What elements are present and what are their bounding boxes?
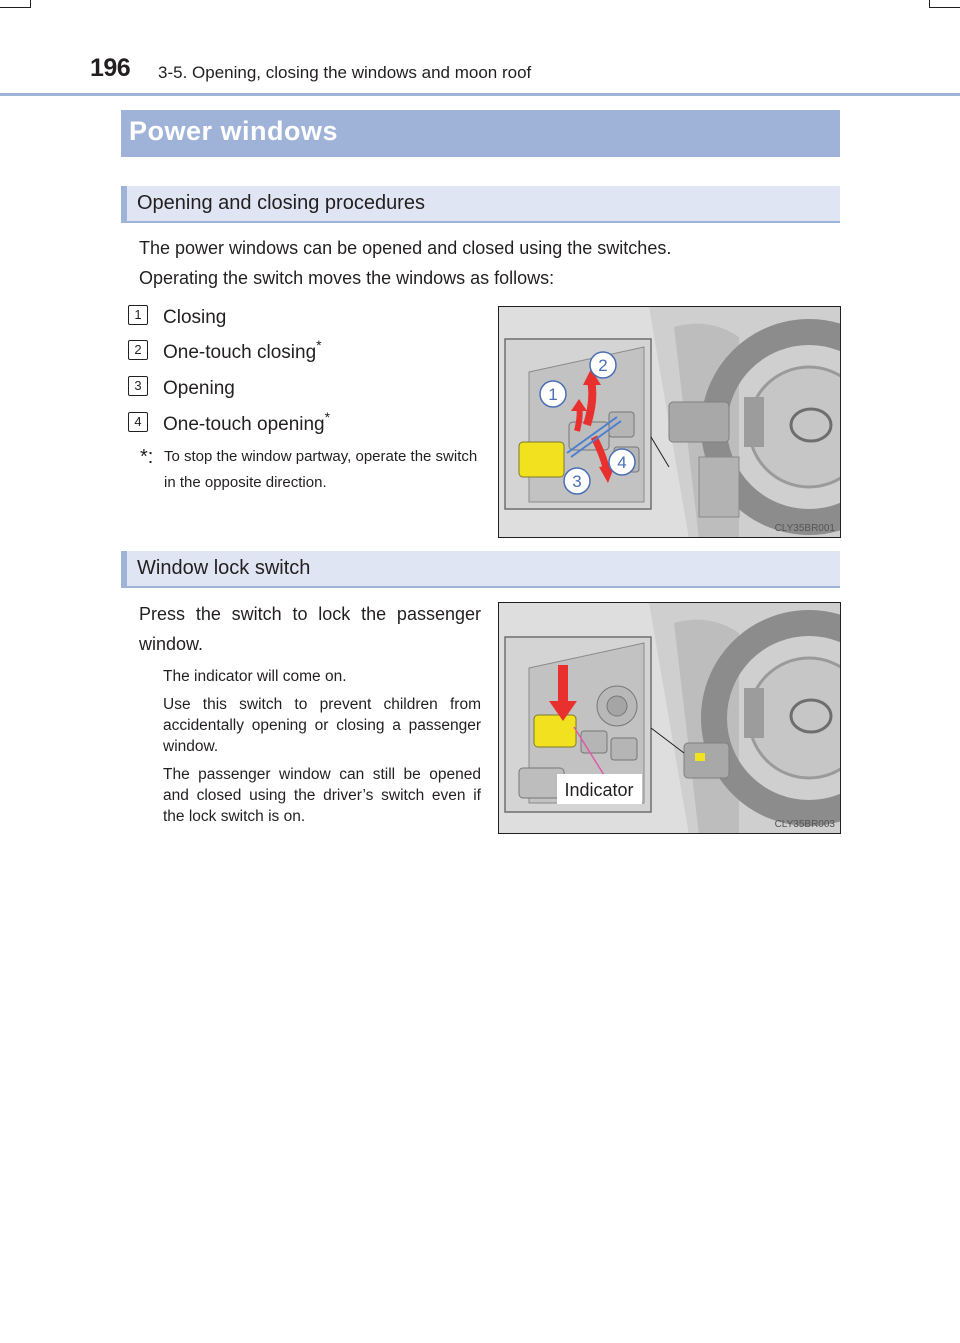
crop-mark-right	[930, 0, 960, 8]
page-title: Power windows	[129, 116, 339, 146]
intro-paragraph-1: The power windows can be opened and closed using the switches.	[139, 238, 672, 258]
crop-mark-right-vertical	[929, 0, 930, 8]
window-lock-illustration	[499, 603, 841, 834]
figure-code: CLY35BR003	[774, 819, 835, 830]
crop-mark-left-vertical	[30, 0, 31, 8]
figure-window-switch	[498, 306, 841, 538]
callout-1	[540, 381, 566, 407]
svg-text:3: 3	[572, 472, 582, 491]
item-label: One-touch opening*	[163, 409, 331, 435]
figure-code: CLY35BR001	[774, 523, 835, 534]
item-number-badge: 4	[128, 412, 148, 432]
section-heading-window-lock	[121, 551, 840, 588]
item-label: Opening	[163, 378, 235, 399]
footnote-text: To stop the window partway, operate the switch in the opposite direction.	[164, 448, 478, 491]
header-rule	[0, 93, 960, 96]
callout-4	[609, 449, 635, 475]
svg-text:4: 4	[617, 453, 627, 472]
item-number-badge: 1	[128, 305, 148, 325]
section-heading-text: Window lock switch	[137, 557, 311, 579]
footnote-mark: *:	[140, 446, 154, 468]
section-heading-opening-closing	[121, 186, 840, 223]
callout-2	[590, 352, 616, 378]
item-number-badge: 3	[128, 376, 148, 396]
section-heading-text: Opening and closing procedures	[137, 192, 425, 214]
svg-text:2: 2	[598, 356, 608, 375]
figure-window-lock-switch	[498, 602, 841, 834]
chapter-title: 3-5. Opening, closing the windows and moon roof	[158, 63, 532, 82]
item-number-badge: 2	[128, 340, 148, 360]
lock-notes	[163, 666, 481, 834]
note-text: Use this switch to prevent children from accidentally opening or closing a passenger window.	[163, 696, 481, 755]
indicator-label: Indicator	[564, 780, 634, 800]
window-switch-illustration	[499, 307, 841, 538]
callout-3	[564, 468, 590, 494]
note-text: The passenger window can still be opened and closed using the driver’s switch even if the lock switch is on.	[163, 766, 481, 825]
page-number: 196	[90, 54, 131, 82]
item-label: One-touch closing*	[163, 337, 322, 363]
page-header	[90, 54, 870, 94]
crop-mark-left	[0, 0, 30, 8]
note-text: The indicator will come on.	[163, 668, 347, 685]
intro-paragraph-2: Operating the switch moves the windows as follows:	[139, 268, 555, 288]
lock-paragraph: Press the switch to lock the passenger window.	[139, 604, 481, 654]
svg-text:1: 1	[548, 385, 558, 404]
item-label: Closing	[163, 307, 227, 328]
page-title-band	[121, 110, 840, 157]
